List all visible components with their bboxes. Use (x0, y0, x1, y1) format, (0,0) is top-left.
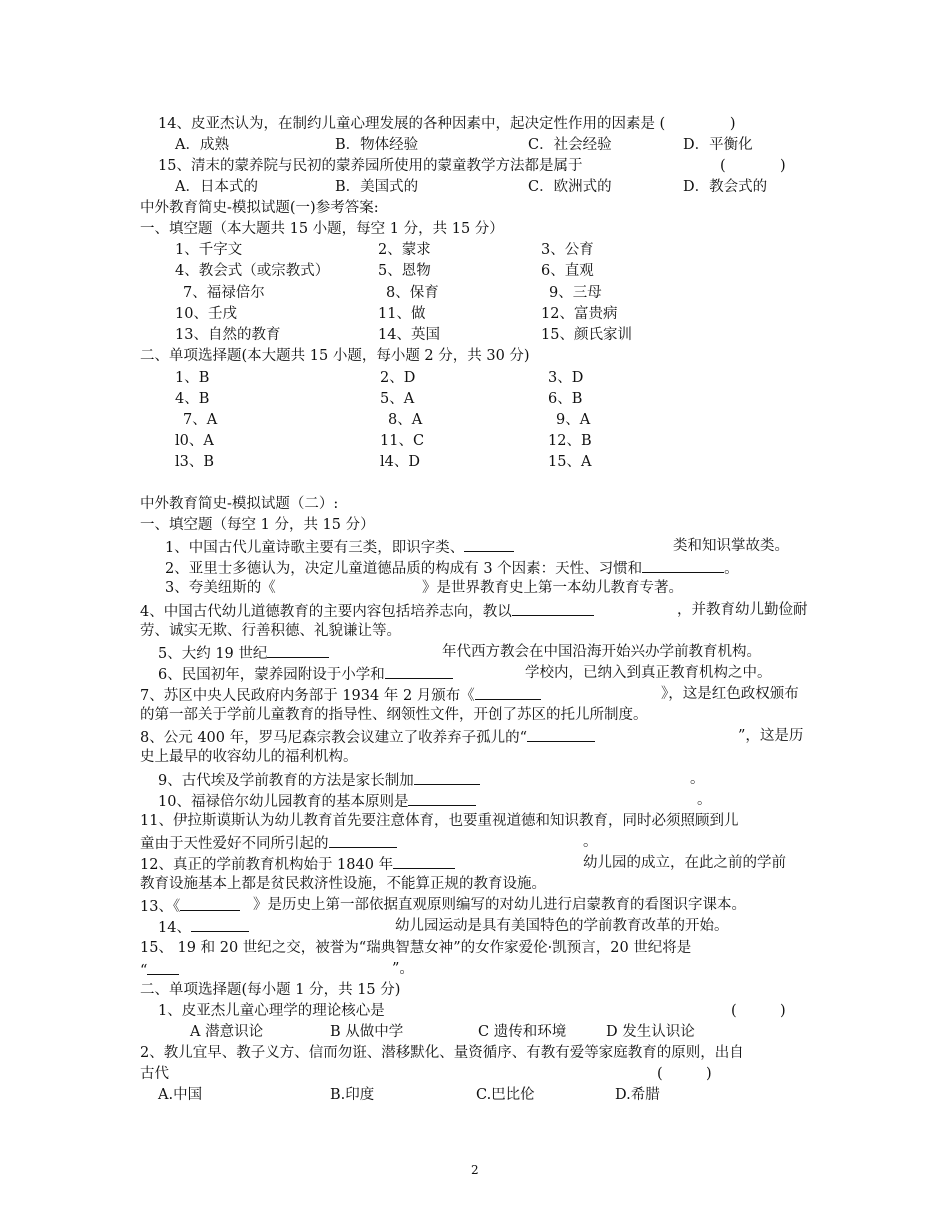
fill-heading: 一、填空题（每空 1 分，共 15 分） (140, 517, 375, 533)
option-c: C．欧洲式的 (528, 179, 612, 195)
question-text: 12、真正的学前教育机构始于 1840 年 (140, 857, 394, 873)
option-b: B.印度 (330, 1087, 375, 1103)
answer-blank (414, 769, 480, 785)
question-text: 年代西方教会在中国沿海开始兴办学前教育机构。 (442, 644, 761, 660)
option-d: D．教会式的 (683, 179, 768, 195)
answer-cell: 15、颜氏家训 (541, 327, 632, 343)
answer-cell: 12、富贵病 (541, 306, 618, 322)
fill-heading: 一、填空题（本大题共 15 小题，每空 1 分，共 15 分） (140, 221, 504, 237)
question-text: 。 (690, 771, 705, 787)
answer-cell: 2、D (380, 370, 416, 386)
answer-cell: 1、千字文 (175, 242, 243, 258)
question-text: 教育设施基本上都是贫民救济性设施，不能算正规的教育设施。 (140, 876, 546, 892)
answer-cell: 6、直观 (541, 263, 594, 279)
question-text: 幼儿园的成立，在此之前的学前 (583, 855, 786, 871)
answer-cell: 3、公育 (541, 242, 594, 258)
fill-question-11-cont (140, 832, 397, 854)
option-d: D.希腊 (615, 1087, 660, 1103)
bracket: ) (729, 116, 736, 132)
answer-blank (180, 895, 240, 911)
answer-cell: 3、D (548, 370, 584, 386)
answer-cell: 5、恩物 (378, 263, 431, 279)
question-text: 1、中国古代儿童诗歌主要有三类，即识字类、 (165, 540, 465, 556)
choice-heading: 二、单项选择题(每小题 1 分，共 15 分) (140, 982, 401, 998)
question-text: 4、中国古代幼儿道德教育的主要内容包括培养志向，教以 (140, 604, 512, 620)
answers-heading: 中外教育简史-模拟试题(一)参考答案: (140, 200, 379, 216)
question-text: 劳、诚实无欺、行善积德、礼貌谦让等。 (140, 623, 401, 639)
option-c: C．社会经验 (528, 137, 612, 153)
answer-blank (385, 663, 453, 679)
question-text: 5、大约 19 世纪 (158, 646, 268, 662)
answer-cell: 9、A (556, 412, 591, 428)
question-text: 13、《 (140, 899, 181, 915)
choice-question-2: 2、教儿宜早、教子义方、信而勿诳、潜移默化、量资循序、有教有爱等家庭教育的原则，出自 (140, 1045, 744, 1061)
page-number: 2 (471, 1163, 479, 1177)
answer-cell: 9、三母 (549, 285, 602, 301)
fill-question-5 (158, 642, 329, 664)
question-text: ”，这是历 (738, 728, 804, 744)
answer-cell: l0、A (175, 433, 214, 449)
choice-question-1: 1、皮亚杰儿童心理学的理论核心是 (158, 1003, 385, 1019)
choice-heading: 二、单项选择题(本大题共 15 小题，每小题 2 分，共 30 分) (140, 348, 530, 364)
question-text: 的第一部关于学前儿童教育的指导性、纲领性文件，开创了苏区的托儿所制度。 (140, 707, 648, 723)
answer-cell: l4、D (380, 454, 420, 470)
answer-cell: 4、教会式（或宗教式） (175, 263, 330, 279)
answer-cell: 7、A (183, 412, 218, 428)
question-14 (158, 114, 736, 134)
fill-question-4 (140, 600, 594, 622)
option-c: C.巴比伦 (476, 1087, 535, 1103)
answer-cell: 11、C (380, 433, 425, 449)
question-text: 14、皮亚杰认为，在制约儿童心理发展的各种因素中，起决定性作用的因素是 ( (158, 116, 666, 132)
fill-question-14 (158, 916, 249, 938)
answer-blank (642, 557, 724, 573)
question-text: 9、古代埃及学前教育的方法是家长制加 (158, 773, 414, 789)
answer-cell: 1、B (175, 370, 210, 386)
fill-question-15: 15、 19 和 20 世纪之交，被誉为“瑞典智慧女神”的女作家爱伦·凯预言，20 世纪将是 (140, 940, 692, 956)
question-text: 古代 (140, 1066, 169, 1082)
answer-cell: 12、B (548, 433, 592, 449)
answer-cell: 5、A (380, 391, 415, 407)
answer-blank (512, 600, 594, 616)
question-text: 。 (697, 792, 712, 808)
fill-question-11: 11、伊拉斯谟斯认为幼儿教育首先要注意体育，也要重视道德和知识教育，同时必须照顾到儿 (140, 813, 739, 829)
option-b: B．物体经验 (335, 137, 419, 153)
question-text: 2、亚里士多德认为，决定儿童道德品质的构成有 3 个因素：天性、习惯和 (165, 561, 643, 577)
fill-question-6 (158, 663, 453, 685)
question-text: ”。 (392, 961, 414, 977)
answer-blank (191, 916, 249, 932)
question-text: 。 (583, 834, 598, 850)
fill-question-8 (140, 726, 595, 748)
answer-blank (464, 536, 514, 552)
answer-cell: 8、A (388, 412, 423, 428)
question-text: 》是世界教育史上第一本幼儿教育专著。 (422, 580, 683, 596)
bracket-close: ) (780, 158, 786, 174)
answer-cell: 15、A (548, 454, 592, 470)
answer-blank (147, 959, 179, 975)
option-a: A．日本式的 (175, 179, 258, 195)
question-text: 幼儿园运动是具有美国特色的学前教育改革的开始。 (395, 918, 729, 934)
question-text: 6、民国初年，蒙养园附设于小学和 (158, 667, 385, 683)
answer-cell: 10、壬戌 (175, 306, 237, 322)
answer-cell: 8、保育 (386, 285, 439, 301)
answer-cell: 6、B (548, 391, 583, 407)
answer-cell: l3、B (175, 454, 215, 470)
option-b: B．美国式的 (335, 179, 419, 195)
option-a: A．成熟 (175, 137, 229, 153)
fill-question-9 (158, 769, 480, 791)
fill-question-2 (165, 557, 739, 579)
bracket-open: ( (731, 1003, 737, 1019)
fill-question-13 (140, 895, 240, 917)
bracket-open: ( (657, 1066, 663, 1082)
answer-cell: 2、蒙求 (378, 242, 431, 258)
answer-cell: 7、福禄倍尔 (183, 285, 265, 301)
answer-blank (408, 790, 476, 806)
answer-blank (267, 642, 329, 658)
answer-cell: 14、英国 (378, 327, 440, 343)
question-text: 8、公元 400 年，罗马尼森宗教会议建立了收养弃子孤儿的“ (140, 730, 528, 746)
question-15: 15、清末的蒙养院与民初的蒙养园所使用的蒙童教学方法都是属于 (158, 158, 583, 174)
exam2-heading: 中外教育简史-模拟试题（二）: (140, 496, 339, 512)
option-a: A.中国 (158, 1087, 203, 1103)
question-text: ，并教育幼儿勤俭耐 (677, 602, 808, 618)
answer-blank (393, 853, 455, 869)
fill-question-10 (158, 790, 476, 812)
answer-cell: 11、做 (378, 306, 426, 322)
answer-blank (329, 832, 397, 848)
question-text: 》是历史上第一部依据直观原则编写的对幼儿进行启蒙教育的看图识字课本。 (253, 897, 746, 913)
question-text: 史上最早的收容幼儿的福利机构。 (140, 749, 358, 765)
option-d: D 发生认识论 (606, 1024, 695, 1040)
answer-blank (527, 726, 595, 742)
question-text: 学校内，已纳入到真正教育机构之中。 (525, 665, 772, 681)
question-text: 。 (724, 561, 739, 577)
question-text: 14、 (158, 920, 191, 936)
answer-cell: 13、自然的教育 (175, 327, 281, 343)
fill-question-1 (165, 536, 514, 558)
option-d: D．平衡化 (683, 137, 753, 153)
bracket-close: ) (706, 1066, 712, 1082)
question-text: “ (140, 963, 148, 979)
answer-blank (475, 684, 541, 700)
question-text: 10、福禄倍尔幼儿园教育的基本原则是 (158, 794, 409, 810)
answer-cell: 4、B (175, 391, 210, 407)
option-a: A 潜意识论 (190, 1024, 264, 1040)
fill-question-12 (140, 853, 455, 875)
fill-question-7 (140, 684, 541, 706)
fill-question-3: 3、夸美纽斯的《 (165, 580, 276, 596)
question-text: 童由于天性爱好不同所引起的 (140, 836, 329, 852)
fill-question-15-cont (140, 959, 179, 981)
question-text: 7、苏区中央人民政府内务部于 1934 年 2 月颁布《 (140, 688, 475, 704)
option-b: B 从做中学 (330, 1024, 404, 1040)
question-text: 类和知识掌故类。 (673, 538, 789, 554)
option-c: C 遗传和环境 (478, 1024, 567, 1040)
bracket-open: ( (720, 158, 726, 174)
question-text: 》，这是红色政权颁布 (661, 686, 799, 702)
bracket-close: ) (780, 1003, 786, 1019)
